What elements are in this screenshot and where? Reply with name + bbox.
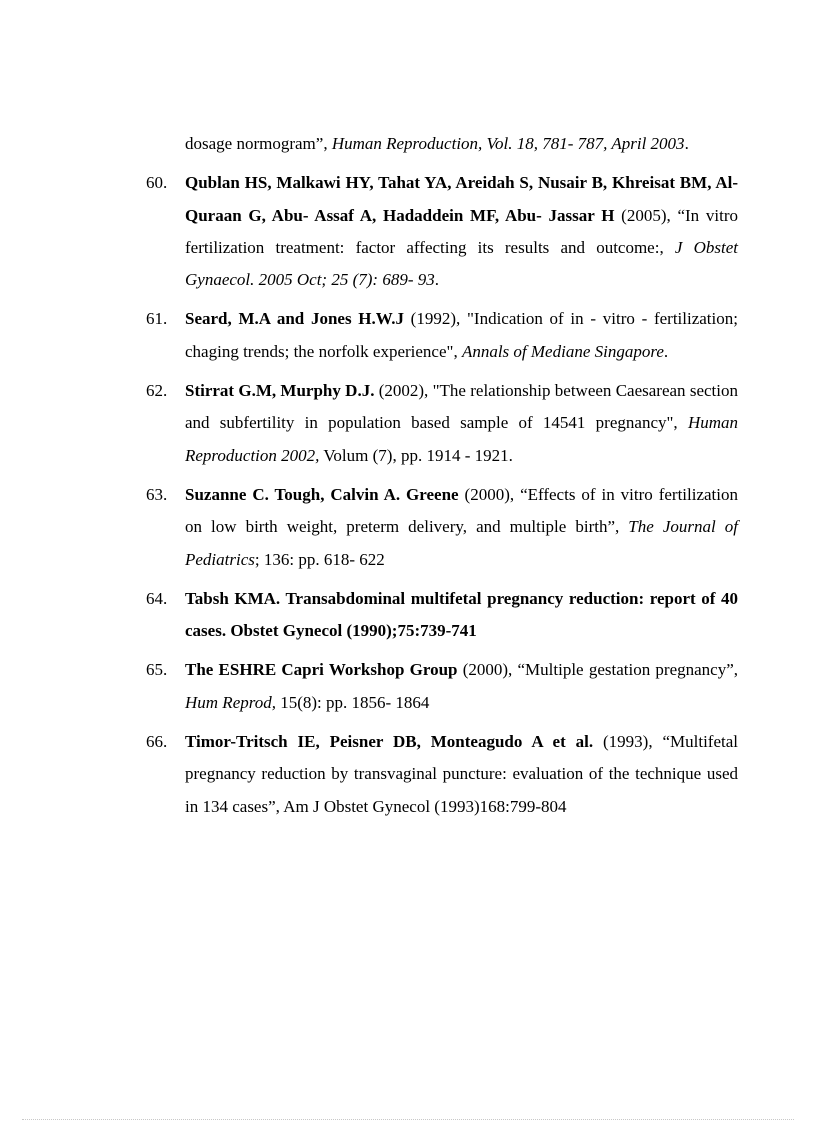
- reference-number: 66.: [146, 732, 168, 752]
- reference-number: 64.: [146, 588, 168, 608]
- reference-item-59-continued: [0, 128, 816, 160]
- reference-details: (1992), "Indication of in - vitro - fertilization; chaging trends; the norfolk experience",: [185, 309, 738, 361]
- reference-source: Human Reproduction 2002,: [185, 413, 738, 465]
- reference-authors: Suzanne C. Tough, Calvin A. Greene: [185, 484, 459, 504]
- reference-item-65: [0, 654, 816, 719]
- reference-details-end: .: [434, 270, 439, 290]
- reference-item-61: [0, 303, 816, 368]
- reference-source: Annals of Mediane Singapore: [461, 341, 664, 361]
- reference-number: 61.: [146, 309, 168, 329]
- reference-source: The Journal of Pediatrics: [185, 517, 738, 569]
- reference-details-end: 15(8): pp. 1856- 1864: [275, 692, 430, 712]
- reference-text: [185, 128, 738, 160]
- reference-item-64: [0, 583, 816, 648]
- reference-text: [185, 654, 738, 719]
- reference-authors: Timor-Tritsch IE, Peisner DB, Monteagudo A et al.: [185, 732, 594, 752]
- reference-list: [0, 128, 816, 830]
- reference-text: [185, 479, 738, 576]
- reference-source: J Obstet Gynaecol. 2005 Oct; 25 (7): 689- 93: [185, 237, 738, 290]
- reference-details: (2000), “Effects of in vitro fertilization on low birth weight, preterm delivery, and multiple birth”,: [185, 484, 738, 537]
- reference-text: [185, 303, 738, 368]
- reference-text: [185, 375, 738, 472]
- reference-number: 63.: [146, 484, 168, 504]
- reference-source: Hum Reprod,: [185, 692, 276, 712]
- reference-text: [185, 583, 738, 648]
- reference-source: Human Reproduction, Vol. 18, 781- 787, April 2003: [331, 134, 685, 153]
- reference-text: [185, 726, 738, 823]
- reference-authors: The ESHRE Capri Workshop Group: [185, 660, 458, 680]
- reference-item-63: [0, 479, 816, 576]
- reference-authors: Stirrat G.M, Murphy D.J.: [185, 381, 375, 401]
- reference-item-66: [0, 726, 816, 823]
- reference-details-end: Volum (7), pp. 1914 - 1921.: [319, 445, 513, 465]
- reference-number: 60.: [146, 173, 168, 193]
- reference-number: 62.: [146, 381, 168, 401]
- reference-authors: Tabsh KMA. Transabdominal multifetal pregnancy reduction: report of 40 cases. Obstet Gynecol (1990);75:739-741: [185, 588, 738, 641]
- reference-item-62: [0, 375, 816, 472]
- reference-details-end: .: [663, 341, 669, 361]
- reference-number: [0, 128, 185, 160]
- reference-details: (2002), "The relationship between Caesarean section and subfertility in population based sample of 14541 pregnancy",: [185, 381, 738, 433]
- reference-details: dosage normogram”,: [185, 134, 332, 153]
- reference-details-end: .: [684, 134, 689, 153]
- reference-authors: Seard, M.A and Jones H.W.J: [185, 309, 404, 329]
- reference-details: (2005), “In vitro fertilization treatment: factor affecting its results and outcome:,: [185, 205, 738, 257]
- reference-details-end: ; 136: pp. 618- 622: [254, 549, 385, 569]
- reference-authors: Qublan HS, Malkawi HY, Tahat YA, Areidah S, Nusair B, Khreisat BM, Al- Quraan G, Abu- Assaf A, Hadaddein MF, Abu- Jassar H: [185, 173, 738, 225]
- reference-details: (1993), “Multifetal pregnancy reduction by transvaginal puncture: evaluation of the technique used in 134 cases”, Am J Obstet Gynecol (1993)168:799-804: [185, 732, 739, 816]
- reference-details: (2000), “Multiple gestation pregnancy”,: [457, 660, 739, 680]
- reference-item-60: [0, 167, 816, 296]
- reference-number: 65.: [146, 660, 168, 680]
- page-bottom-border: [22, 1119, 794, 1120]
- reference-text: [185, 167, 738, 296]
